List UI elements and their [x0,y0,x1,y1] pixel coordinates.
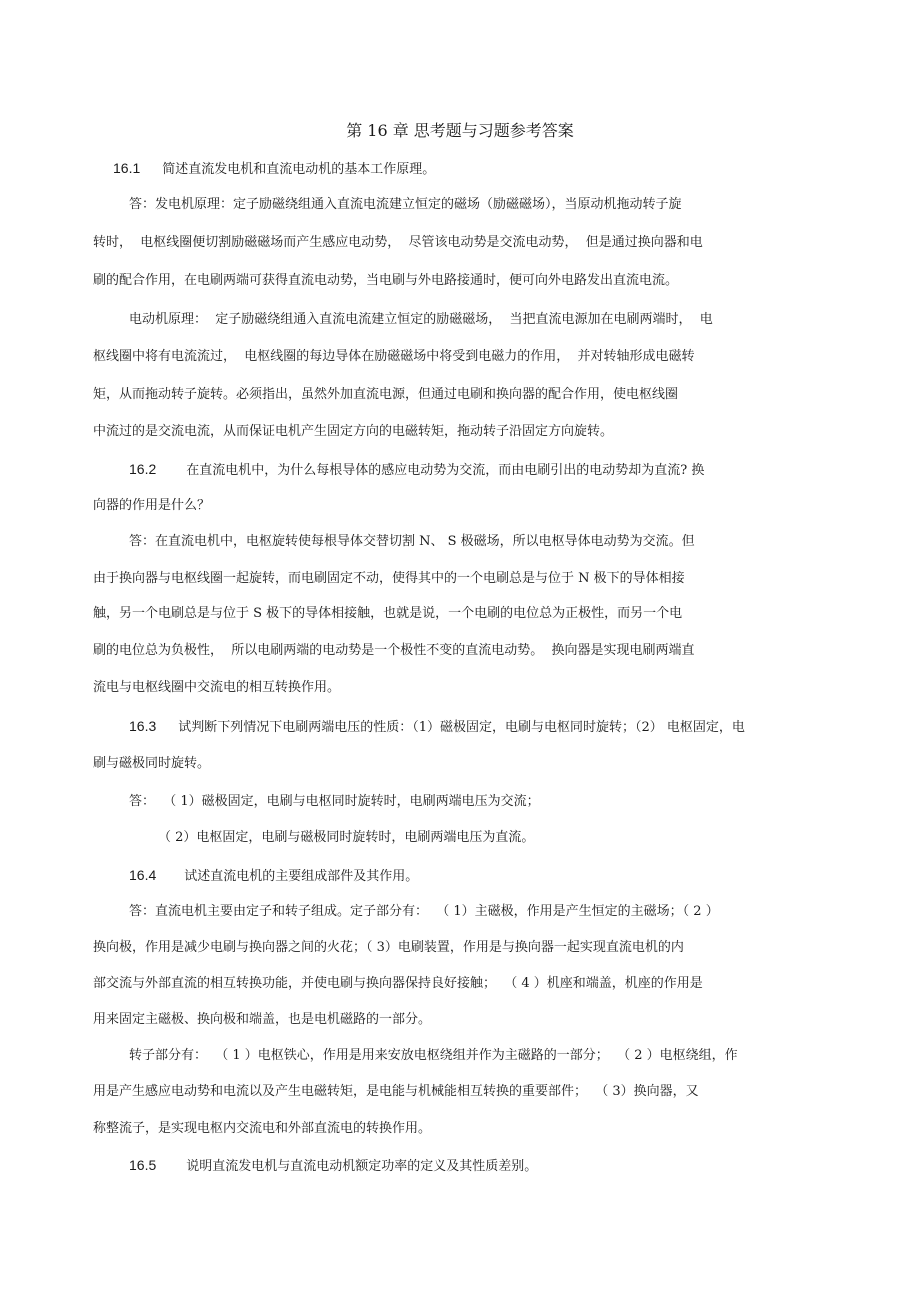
paragraph-line: 刷与磁极同时旋转。 [93,756,211,771]
question-number: 16.1 [113,160,141,176]
page-title: 第 16 章 思考题与习题参考答案 [346,121,574,140]
paragraph-line: 用来固定主磁极、换向极和端盖，也是电机磁路的一部分。 [93,1012,432,1027]
question-number: 16.4 [129,867,157,883]
paragraph-line: 换向极，作用是减少电刷与换向器之间的火花；（ 3）电刷装置，作用是与换向器一起实现直流电机的内 [93,940,684,955]
paragraph-line: 矩，从而拖动转子旋转。必须指出，虽然外加直流电源，但通过电刷和换向器的配合作用，使电枢线圈 [93,387,679,402]
paragraph-line: 称整流子，是实现电枢内交流电和外部直流电的转换作用。 [93,1121,432,1136]
question-16-1 [113,159,435,179]
paragraph-line: 中流过的是交流电流，从而保证电机产生固定方向的电磁转矩，拖动转子沿固定方向旋转。 [93,424,614,439]
question-number: 16.3 [129,718,157,734]
paragraph-line: 答：发电机原理：定子励磁绕组通入直流电流建立恒定的磁场（励磁磁场），当原动机拖动转子旋 [129,197,682,212]
paragraph-line: 由于换向器与电枢线圈一起旋转，而电刷固定不动，使得其中的一个电刷总是与位于 N 极下的导体相接 [93,571,685,586]
paragraph-line: 流电与电枢线圈中交流电的相互转换作用。 [93,680,341,695]
paragraph-line: 刷的电位总为负极性， 所以电刷两端的电动势是一个极性不变的直流电动势。 换向器是实现电刷两端直 [93,643,695,658]
question-text: 说明直流发电机与直流电动机额定功率的定义及其性质差别。 [186,1159,538,1174]
question-16-4 [129,866,418,886]
paragraph-line: 转时， 电枢线圈便切割励磁磁场而产生感应电动势， 尽管该电动势是交流电动势， 但是通过换向器和电 [93,235,703,250]
paragraph-line: 刷的配合作用，在电刷两端可获得直流电动势，当电刷与外电路接通时，便可向外电路发出直流电流。 [93,273,679,288]
paragraph-line: （ 2）电枢固定，电刷与磁极同时旋转时，电刷两端电压为直流。 [158,830,535,845]
question-16-5 [129,1156,537,1176]
paragraph-line: 答：直流电机主要由定子和转子组成。定子部分有： （ 1）主磁极，作用是产生恒定的主磁场；（ 2 ） [129,904,719,919]
question-text: 在直流电机中，为什么每根导体的感应电动势为交流，而由电刷引出的电动势却为直流? 换 [186,463,705,478]
question-text: 简述直流发电机和直流电动机的基本工作原理。 [162,162,436,177]
question-16-3 [129,717,745,737]
question-16-2 [129,460,704,480]
paragraph-line: 用是产生感应电动势和电流以及产生电磁转矩，是电能与机械能相互转换的重要部件； （ 3）换向器，又 [93,1084,699,1099]
paragraph-line: 转子部分有： （ 1 ）电枢铁心，作用是用来安放电枢绕组并作为主磁路的一部分； （ 2 ）电枢绕组，作 [129,1048,738,1063]
paragraph-line: 电动机原理： 定子励磁绕组通入直流电流建立恒定的励磁磁场， 当把直流电源加在电刷两端时， 电 [129,312,713,327]
question-text: 试判断下列情况下电刷两端电压的性质：（1）磁极固定，电刷与电枢同时旋转；（2） 电枢固定，电 [178,720,745,735]
question-number: 16.2 [129,461,157,477]
question-number: 16.5 [129,1157,157,1173]
paragraph-line: 答： （ 1）磁极固定，电刷与电枢同时旋转时，电刷两端电压为交流； [129,794,540,809]
paragraph-line: 枢线圈中将有电流流过， 电枢线圈的每边导体在励磁磁场中将受到电磁力的作用， 并对转轴形成电磁转 [93,349,695,364]
paragraph-line: 向器的作用是什么？ [93,498,211,513]
paragraph-line: 触，另一个电刷总是与位于 S 极下的导体相接触，也就是说，一个电刷的电位总为正极性，而另一个电 [93,606,683,621]
question-text: 试述直流电机的主要组成部件及其作用。 [184,869,419,884]
paragraph-line: 答：在直流电机中，电枢旋转使每根导体交替切割 N、 S 极磁场，所以电枢导体电动势为交流。但 [129,534,695,549]
paragraph-line: 部交流与外部直流的相互转换功能，并使电刷与换向器保持良好接触； （ 4 ）机座和端盖，机座的作用是 [93,976,703,991]
